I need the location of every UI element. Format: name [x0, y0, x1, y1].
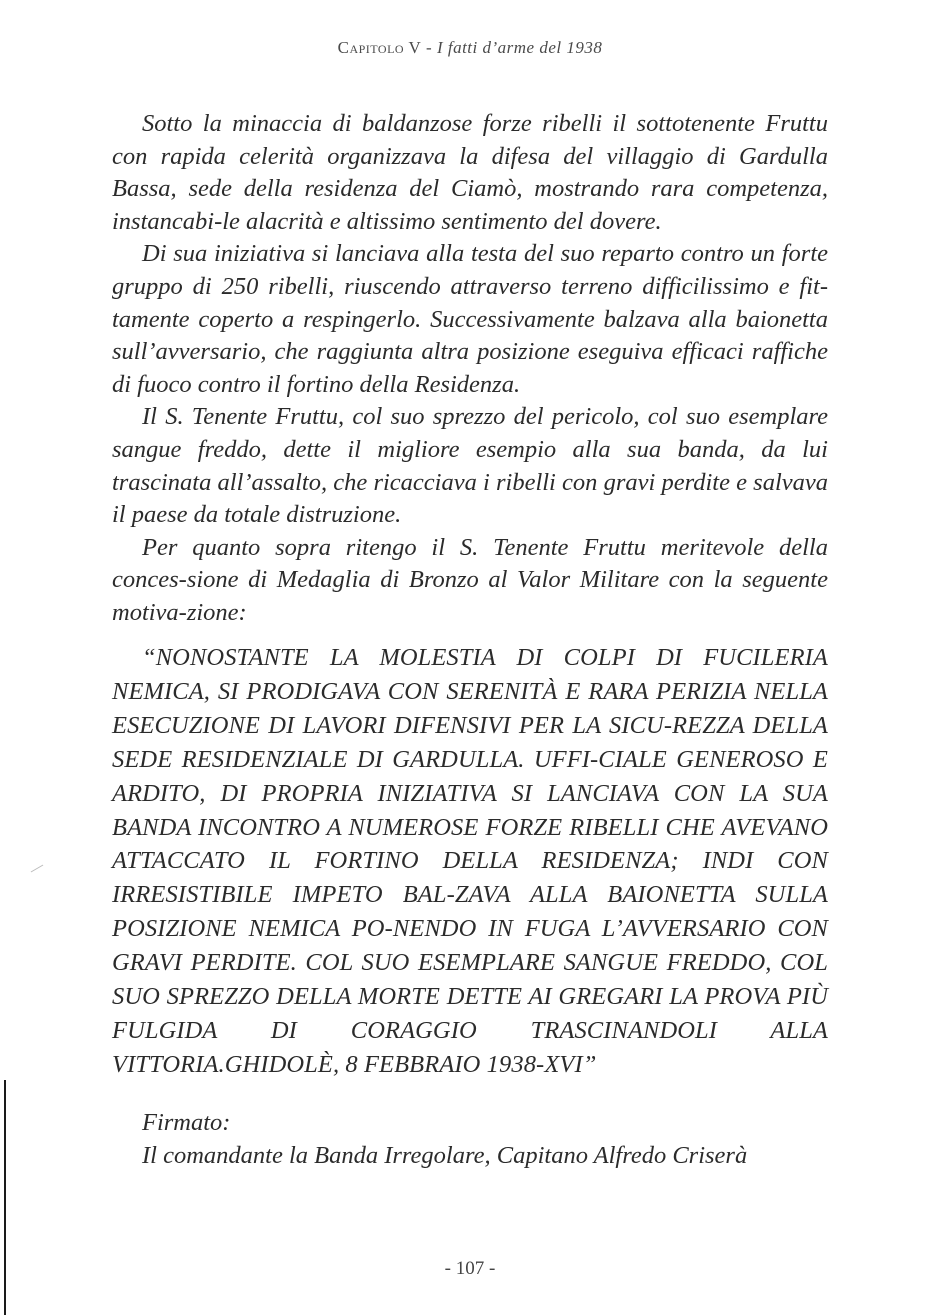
- running-header: [0, 38, 940, 58]
- commander-signature: Il comandante la Banda Irregolare, Capitano Alfredo Criserà: [142, 1142, 748, 1169]
- page-number: - 107 -: [444, 1258, 496, 1279]
- paragraph-4: Per quanto sopra ritengo il S. Tenente Fruttu meritevole della conces-sione di Medaglia di Bronzo al Valor Militare con la seguente motiva-zione:: [112, 533, 828, 626]
- chapter-title: I fatti d’arme del 1938: [436, 38, 603, 57]
- paragraph-1: Sotto la minaccia di baldanzose forze ribelli il sottotenente Fruttu con rapida celerità organizzava la difesa del villaggio di Gardulla Bassa, sede della residenza del Ciamò, mostrando rara competenza, instancabi-le alacrità e altissimo sentimento del dovere.: [112, 110, 828, 235]
- paragraph-2: Di sua iniziativa si lanciava alla testa del suo reparto contro un forte gruppo di 250 ribelli, riuscendo attraverso terreno difficilissimo e fit-tamente coperto a respingerlo. Successivamente balzava alla baionetta sull’avversario, che raggiunta altra posizione eseguiva efficaci raffiche di fuoco contro il fortino della Residenza.: [112, 240, 828, 398]
- paragraph-3: Il S. Tenente Fruttu, col suo sprezzo del pericolo, col suo esemplare sangue freddo, dette il migliore esempio alla sua banda, da lui trascinata all’assalto, che ricacciava i ribelli con gravi perdite e salvava il paese da totale distruzione.: [112, 403, 828, 529]
- binding-edge-line: [4, 1080, 6, 1315]
- medal-citation: “NONOSTANTE LA MOLESTIA DI COLPI DI FUCILERIA NEMICA, SI PRODIGAVA CON SERENITÀ E RARA PERIZIA NELLA ESECUZIONE DI LAVORI DIFENSIVI PER LA SICU-REZZA DELLA SEDE RESIDENZIALE DI GARDULLA. UFFI-CIALE GENEROSO E ARDITO, DI PROPRIA INIZIATIVA SI LANCIAVA CON LA SUA BANDA INCONTRO A NUMEROSE FORZE RIBELLI CHE AVEVANO ATTACCATO IL FORTINO DELLA RESIDENZA; INDI CON IRRESISTIBILE IMPETO BAL-ZAVA ALLA BAIONETTA SULLA POSIZIONE NEMICA PO-NENDO IN FUGA L’AVVERSARIO CON GRAVI PERDITE. COL SUO ESEMPLARE SANGUE FREDDO, COL SUO SPREZZO DELLA MORTE DETTE AI GREGARI LA PROVA PIÙ FULGIDA DI CORAGGIO TRASCINANDOLI ALLA VITTORIA.GHIDOLÈ, 8 FEBBRAIO 1938-XVI”: [112, 644, 828, 1078]
- header-separator: -: [421, 38, 437, 57]
- body-text: [112, 108, 828, 630]
- chapter-label: Capitolo V: [337, 38, 422, 57]
- stray-scan-mark: [31, 865, 44, 873]
- signed-label: Firmato:: [142, 1109, 231, 1136]
